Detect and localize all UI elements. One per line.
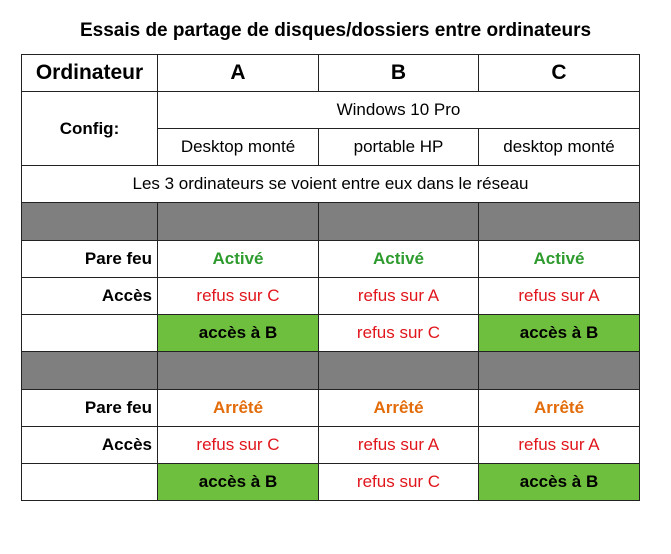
separator-cell [479,203,640,241]
block1-access-row1 [22,278,640,315]
separator-cell [319,352,479,390]
access-a: accès à B [158,315,319,352]
page-title: Essais de partage de disques/dossiers entre ordinateurs [79,20,592,41]
firewall-label: Pare feu [22,241,158,278]
sharing-tests-table [21,54,640,501]
access-a: refus sur C [158,427,319,464]
access-c: accès à B [479,464,640,501]
header-b: B [319,55,479,92]
access-b: refus sur A [319,427,479,464]
separator-row [22,203,640,241]
access-b: refus sur C [319,464,479,501]
config-label: Config: [22,92,158,166]
separator-cell [22,352,158,390]
access-a: accès à B [158,464,319,501]
empty-label-cell [22,464,158,501]
config-type-c: desktop monté [479,129,640,166]
block2-access-row2 [22,464,640,501]
access-b: refus sur C [319,315,479,352]
firewall-c: Arrêté [479,390,640,427]
config-type-a: Desktop monté [158,129,319,166]
firewall-label: Pare feu [22,390,158,427]
access-a: refus sur C [158,278,319,315]
config-os-row [22,92,640,129]
separator-cell [158,203,319,241]
header-c: C [479,55,640,92]
network-note-row [22,166,640,203]
access-c: refus sur A [479,278,640,315]
block1-firewall-row [22,241,640,278]
header-a: A [158,55,319,92]
firewall-a: Arrêté [158,390,319,427]
header-row [22,55,640,92]
separator-cell [158,352,319,390]
firewall-a: Activé [158,241,319,278]
access-c: refus sur A [479,427,640,464]
separator-cell [319,203,479,241]
access-c: accès à B [479,315,640,352]
firewall-c: Activé [479,241,640,278]
network-note: Les 3 ordinateurs se voient entre eux dans le réseau [22,166,640,203]
separator-row [22,352,640,390]
config-os: Windows 10 Pro [158,92,640,129]
block2-access-row1 [22,427,640,464]
access-label: Accès [22,427,158,464]
empty-label-cell [22,315,158,352]
access-label: Accès [22,278,158,315]
firewall-b: Activé [319,241,479,278]
firewall-b: Arrêté [319,390,479,427]
block2-firewall-row [22,390,640,427]
separator-cell [22,203,158,241]
header-computer: Ordinateur [22,55,158,92]
access-b: refus sur A [319,278,479,315]
config-type-b: portable HP [319,129,479,166]
block1-access-row2 [22,315,640,352]
separator-cell [479,352,640,390]
